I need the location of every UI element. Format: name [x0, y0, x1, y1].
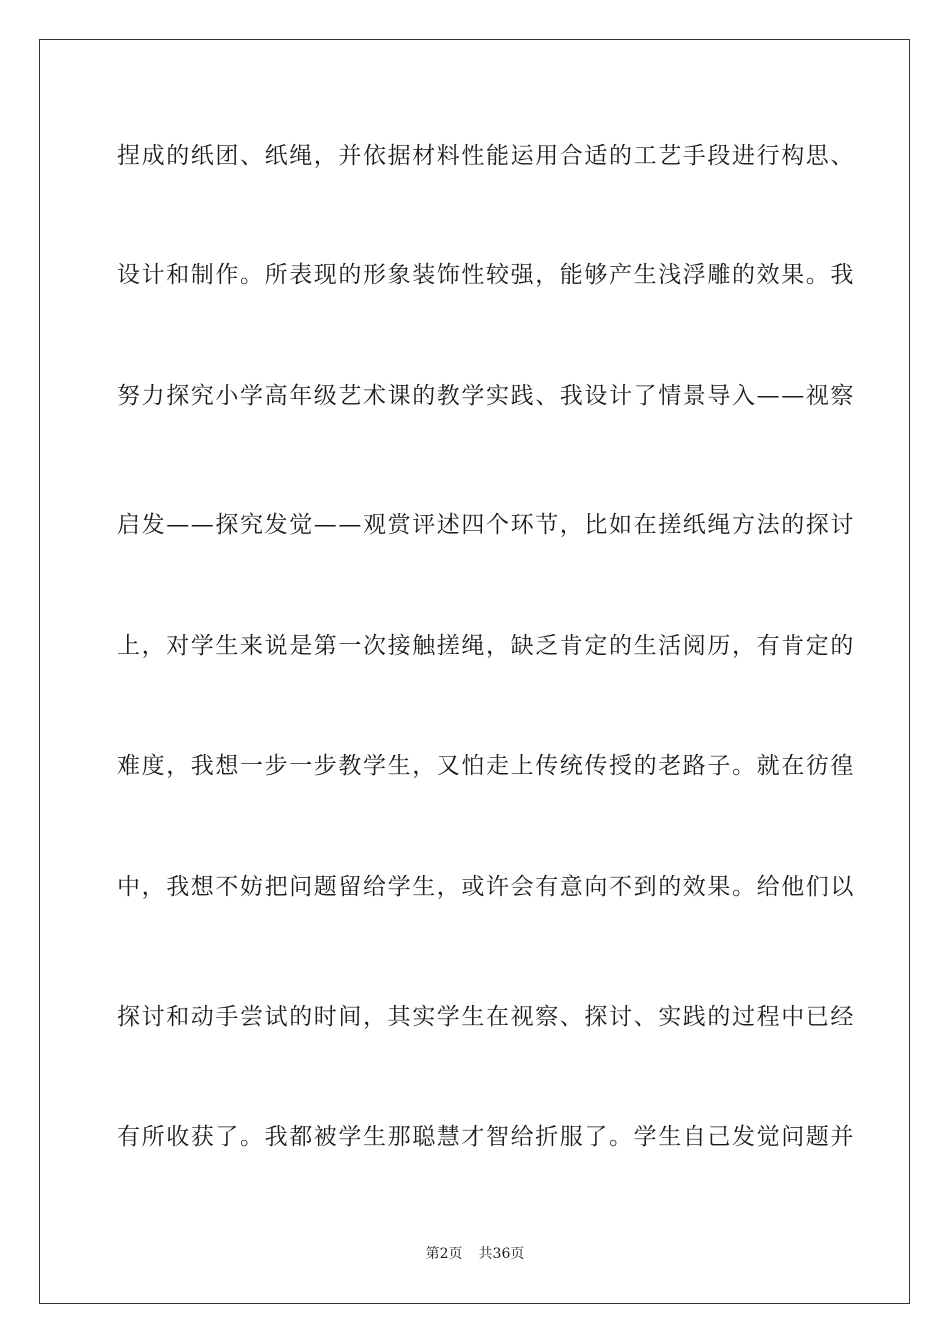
text-line: 设计和制作。所表现的形象装饰性较强，能够产生浅浮雕的效果。我 [117, 262, 855, 288]
page-border [39, 39, 910, 1304]
page-footer [0, 1244, 950, 1264]
text-line: 上，对学生来说是第一次接触搓绳，缺乏肯定的生活阅历，有肯定的 [117, 633, 855, 659]
page-number: 第2页 [425, 1246, 463, 1262]
text-line: 探讨和动手尝试的时间，其实学生在视察、探讨、实践的过程中已经 [117, 1004, 855, 1030]
text-line: 中，我想不妨把问题留给学生，或许会有意向不到的效果。给他们以 [117, 874, 855, 900]
text-line: 难度，我想一步一步教学生，又怕走上传统传授的老路子。就在彷徨 [117, 753, 855, 779]
text-line: 努力探究小学高年级艺术课的教学实践、我设计了情景导入——视察 [117, 383, 855, 409]
text-line: 捏成的纸团、纸绳，并依据材料性能运用合适的工艺手段进行构思、 [117, 143, 855, 169]
page-total: 共36页 [478, 1246, 525, 1262]
text-line: 启发——探究发觉——观赏评述四个环节，比如在搓纸绳方法的探讨 [117, 512, 855, 538]
text-line: 有所收获了。我都被学生那聪慧才智给折服了。学生自己发觉问题并 [117, 1124, 855, 1150]
